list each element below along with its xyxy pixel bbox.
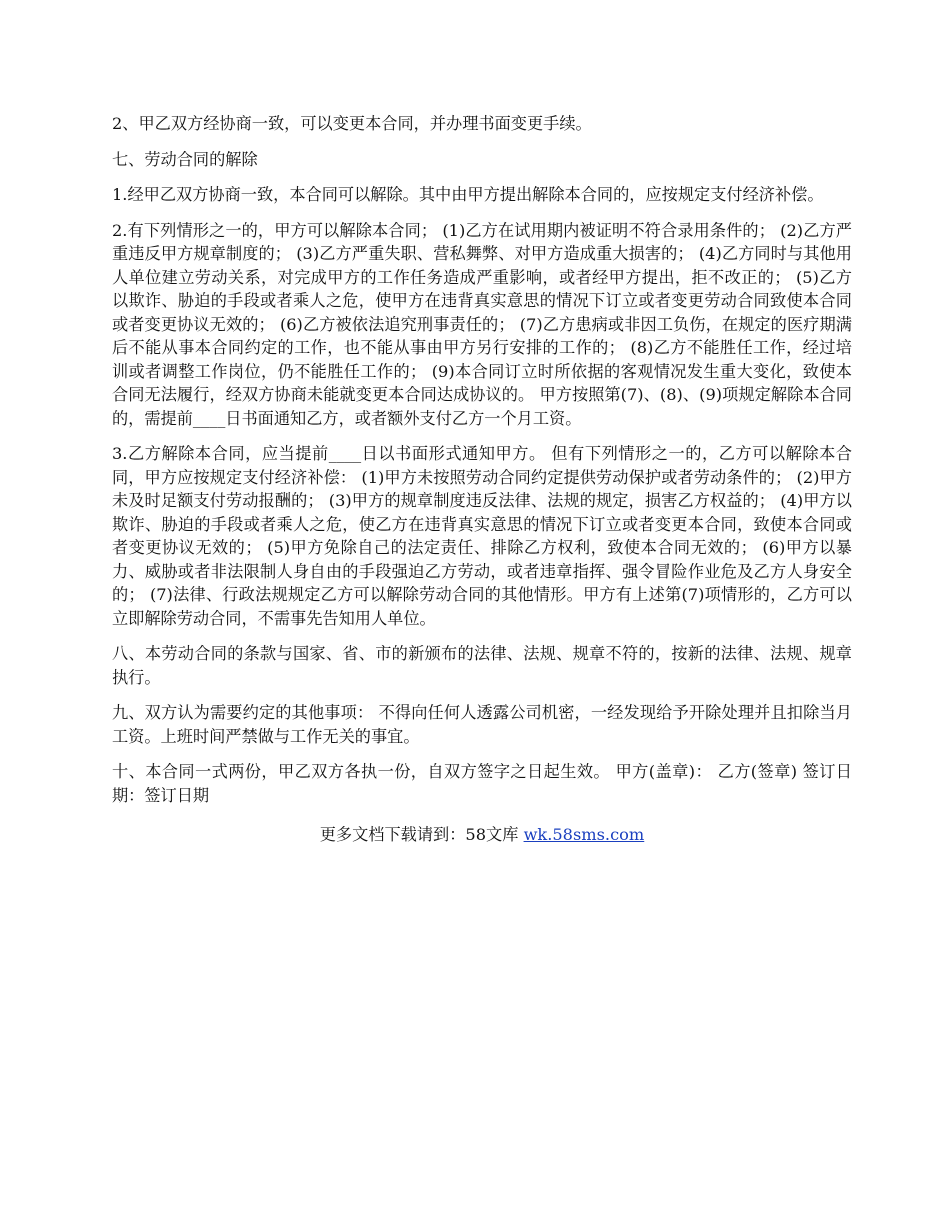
paragraph-employer-termination: 2.有下列情形之一的，甲方可以解除本合同； (1)乙方在试用期内被证明不符合录用条件的； (2)乙方严重违反甲方规章制度的； (3)乙方严重失职、营私舞弊、对甲方造成重大损害的； (4)乙方同时与其他用人单位建立劳动关系，对完成甲方的工作任务造成严重影响，或者经甲方提出，拒不改正的； (5)乙方以欺诈、胁迫的手段或者乘人之危，使甲方在违背真实意思的情况下订立或者变更劳动合同致使本合同或者变更协议无效的； (6)乙方被依法追究刑事责任的； (7)乙方患病或非因工负伤，在规定的医疗期满后不能从事本合同约定的工作，也不能从事由甲方另行安排的工作的； (8)乙方不能胜任工作，经过培训或者调整工作岗位，仍不能胜任工作的； (9)本合同订立时所依据的客观情况发生重大变化，致使本合同无法履行，经双方协商未能就变更本合同达成协议的。 甲方按照第(7)、(8)、(9)项规定解除本合同的，需提前____日书面通知乙方，或者额外支付乙方一个月工资。: [112, 220, 852, 428]
paragraph-mutual-termination: 1.经甲乙双方协商一致，本合同可以解除。其中由甲方提出解除本合同的，应按规定支付经济补偿。: [112, 185, 824, 204]
document-body: [112, 112, 852, 847]
paragraph-section-eight: 八、本劳动合同的条款与国家、省、市的新颁布的法律、法规、规章不符的，按新的法律、法规、规章执行。: [112, 644, 852, 687]
paragraph-amendment: 2、甲乙双方经协商一致，可以变更本合同，并办理书面变更手续。: [112, 114, 592, 133]
paragraph-section-nine: 九、双方认为需要约定的其他事项： 不得向任何人透露公司机密，一经发现给予开除处理并且扣除当月工资。上班时间严禁做与工作无关的事宜。: [112, 703, 852, 746]
paragraph-employee-termination: 3.乙方解除本合同，应当提前____日以书面形式通知甲方。 但有下列情形之一的，乙方可以解除本合同，甲方应按规定支付经济补偿： (1)甲方未按照劳动合同约定提供劳动保护或者劳动条件的； (2)甲方未及时足额支付劳动报酬的； (3)甲方的规章制度违反法律、法规的规定，损害乙方权益的； (4)甲方以欺诈、胁迫的手段或者乘人之危，使乙方在违背真实意思的情况下订立或者变更本合同，致使本合同或者变更协议无效的； (5)甲方免除自己的法定责任、排除乙方权利，致使本合同无效的； (6)甲方以暴力、威胁或者非法限制人身自由的手段强迫乙方劳动，或者违章指挥、强令冒险作业危及乙方人身安全的； (7)法律、行政法规规定乙方可以解除劳动合同的其他情形。甲方有上述第(7)项情形的，乙方可以立即解除劳动合同，不需事先告知用人单位。: [112, 444, 852, 628]
section-heading-termination: 七、劳动合同的解除: [112, 149, 258, 169]
footer-download-note: [112, 823, 852, 847]
footer-link[interactable]: wk.58sms.com: [523, 825, 645, 844]
footer-prefix: 更多文档下载请到：58文库: [319, 825, 524, 844]
paragraph-section-ten: 十、本合同一式两份，甲乙双方各执一份，自双方签字之日起生效。 甲方(盖章)： 乙方(签章) 签订日期：签订日期: [112, 762, 852, 805]
